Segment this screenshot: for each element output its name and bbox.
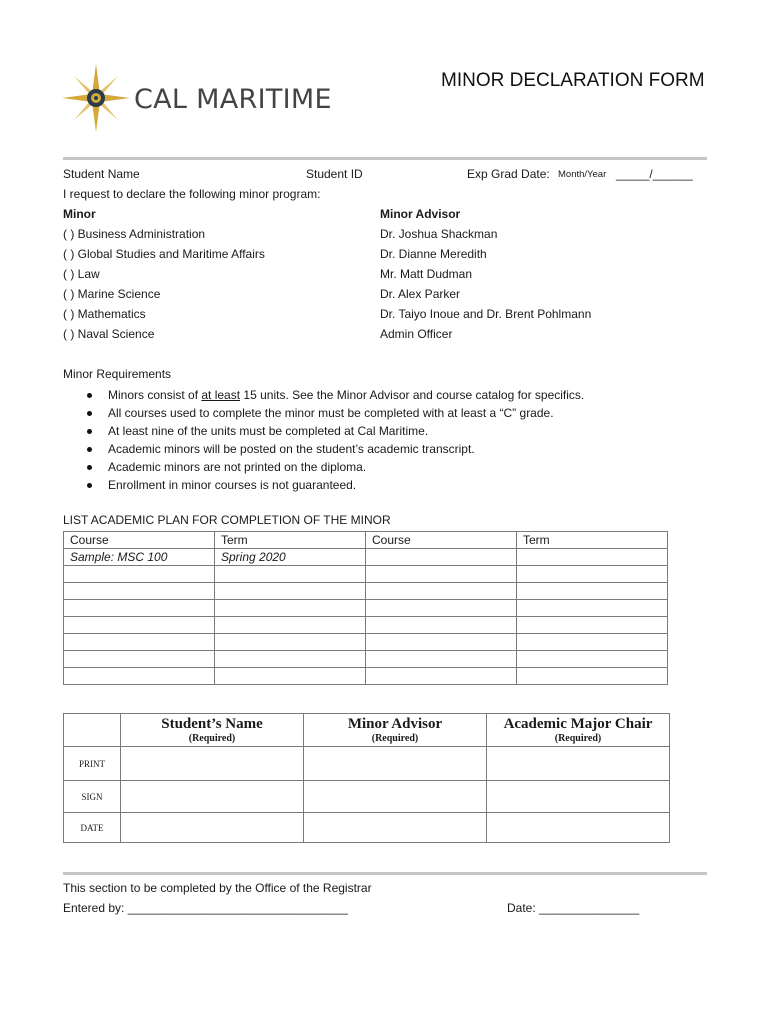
registrar-note: This section to be completed by the Office of the Registrar — [63, 881, 372, 895]
plan-cell[interactable] — [64, 651, 215, 668]
plan-col-course: Course — [64, 532, 215, 549]
print-advisor-field[interactable] — [304, 747, 487, 781]
minor-option-business[interactable]: ( ) Business Administration — [63, 227, 206, 241]
plan-cell[interactable] — [215, 600, 366, 617]
plan-cell[interactable] — [366, 600, 517, 617]
minor-option-marine-science[interactable]: ( ) Marine Science — [63, 287, 161, 301]
minor-advisor-law: Mr. Matt Dudman — [380, 267, 473, 281]
plan-cell[interactable] — [366, 549, 517, 566]
plan-cell[interactable] — [64, 617, 215, 634]
requirement-item: Minors consist of at least 15 units. See the Minor Advisor and course catalog for specifics. — [84, 386, 584, 404]
exp-grad-date-label: Exp Grad Date: — [467, 167, 550, 181]
student-name-label: Student Name — [63, 167, 140, 181]
signature-print-row — [64, 747, 670, 781]
plan-header-row — [64, 532, 668, 549]
signature-col-advisor: Minor Advisor (Required) — [304, 714, 487, 747]
request-text: I request to declare the following minor program: — [63, 187, 321, 201]
signature-col-student: Student’s Name (Required) — [121, 714, 304, 747]
plan-col-term: Term — [215, 532, 366, 549]
plan-cell[interactable] — [366, 651, 517, 668]
registrar-divider — [63, 872, 707, 875]
minor-advisor-naval-science: Admin Officer — [380, 327, 453, 341]
plan-cell[interactable] — [517, 566, 668, 583]
minor-option-naval-science[interactable]: ( ) Naval Science — [63, 327, 155, 341]
sign-student-field[interactable] — [121, 781, 304, 813]
plan-cell[interactable] — [517, 583, 668, 600]
date-chair-field[interactable] — [487, 813, 670, 843]
plan-cell[interactable] — [215, 651, 366, 668]
form-title: MINOR DECLARATION FORM — [441, 70, 705, 91]
signature-row-label: SIGN — [64, 781, 121, 813]
plan-cell[interactable] — [366, 566, 517, 583]
plan-heading: LIST ACADEMIC PLAN FOR COMPLETION OF THE MINOR — [63, 513, 391, 527]
signature-corner-cell — [64, 714, 121, 747]
requirement-item: Academic minors are not printed on the diploma. — [84, 458, 584, 476]
signature-row-label: PRINT — [64, 747, 121, 781]
plan-row — [64, 634, 668, 651]
plan-cell[interactable] — [366, 634, 517, 651]
plan-row — [64, 668, 668, 685]
sign-advisor-field[interactable] — [304, 781, 487, 813]
brand-name: CAL MARITIME — [134, 84, 332, 115]
requirement-item: Enrollment in minor courses is not guaranteed. — [84, 476, 584, 494]
plan-col-term: Term — [517, 532, 668, 549]
plan-cell[interactable] — [64, 600, 215, 617]
requirement-item: All courses used to complete the minor must be completed with at least a “C” grade. — [84, 404, 584, 422]
minor-advisor-mathematics: Dr. Taiyo Inoue and Dr. Brent Pohlmann — [380, 307, 592, 321]
plan-cell[interactable] — [517, 668, 668, 685]
minor-option-law[interactable]: ( ) Law — [63, 267, 100, 281]
plan-col-course: Course — [366, 532, 517, 549]
date-student-field[interactable] — [121, 813, 304, 843]
signature-col-chair: Academic Major Chair (Required) — [487, 714, 670, 747]
cal-maritime-compass-logo — [60, 62, 132, 134]
grad-date-hint: Month/Year — [558, 169, 607, 180]
sign-chair-field[interactable] — [487, 781, 670, 813]
plan-row — [64, 617, 668, 634]
requirement-item: Academic minors will be posted on the student’s academic transcript. — [84, 440, 584, 458]
plan-row — [64, 651, 668, 668]
plan-sample-row — [64, 549, 668, 566]
plan-cell[interactable] — [517, 600, 668, 617]
date-advisor-field[interactable] — [304, 813, 487, 843]
signature-date-row — [64, 813, 670, 843]
plan-cell[interactable] — [215, 617, 366, 634]
plan-cell[interactable] — [517, 634, 668, 651]
grad-date-blank[interactable]: _____/______ — [616, 167, 693, 181]
plan-cell[interactable] — [366, 583, 517, 600]
print-student-field[interactable] — [121, 747, 304, 781]
minor-heading: Minor — [63, 207, 96, 221]
top-divider — [63, 157, 707, 160]
registrar-date-field[interactable]: Date: _______________ — [507, 901, 640, 915]
plan-cell[interactable] — [215, 634, 366, 651]
plan-cell[interactable] — [366, 617, 517, 634]
plan-row — [64, 583, 668, 600]
requirements-list — [84, 386, 584, 494]
signature-sign-row — [64, 781, 670, 813]
minor-option-mathematics[interactable]: ( ) Mathematics — [63, 307, 146, 321]
plan-cell[interactable] — [64, 668, 215, 685]
plan-cell[interactable] — [64, 634, 215, 651]
plan-cell[interactable] — [64, 583, 215, 600]
minor-advisor-heading: Minor Advisor — [380, 207, 461, 221]
plan-cell[interactable] — [64, 566, 215, 583]
minor-advisor-marine-science: Dr. Alex Parker — [380, 287, 461, 301]
plan-cell[interactable] — [517, 651, 668, 668]
minor-advisor-global-studies: Dr. Dianne Meredith — [380, 247, 487, 261]
signature-row-label: DATE — [64, 813, 121, 843]
signature-header-row — [64, 714, 670, 747]
plan-cell[interactable] — [517, 549, 668, 566]
entered-by-field[interactable]: Entered by: _________________________________ — [63, 901, 348, 915]
plan-cell[interactable] — [517, 617, 668, 634]
requirements-heading: Minor Requirements — [63, 367, 172, 381]
plan-cell[interactable] — [366, 668, 517, 685]
plan-cell[interactable] — [215, 668, 366, 685]
minor-advisor-business: Dr. Joshua Shackman — [380, 227, 498, 241]
plan-cell: Sample: MSC 100 — [64, 549, 215, 566]
plan-cell[interactable] — [215, 566, 366, 583]
minor-option-global-studies[interactable]: ( ) Global Studies and Maritime Affairs — [63, 247, 265, 261]
academic-plan-table — [63, 531, 668, 685]
student-id-label: Student ID — [306, 167, 363, 181]
print-chair-field[interactable] — [487, 747, 670, 781]
plan-cell: Spring 2020 — [215, 549, 366, 566]
plan-row — [64, 566, 668, 583]
signature-table — [63, 713, 670, 843]
requirement-item: At least nine of the units must be completed at Cal Maritime. — [84, 422, 584, 440]
plan-row — [64, 600, 668, 617]
plan-cell[interactable] — [215, 583, 366, 600]
